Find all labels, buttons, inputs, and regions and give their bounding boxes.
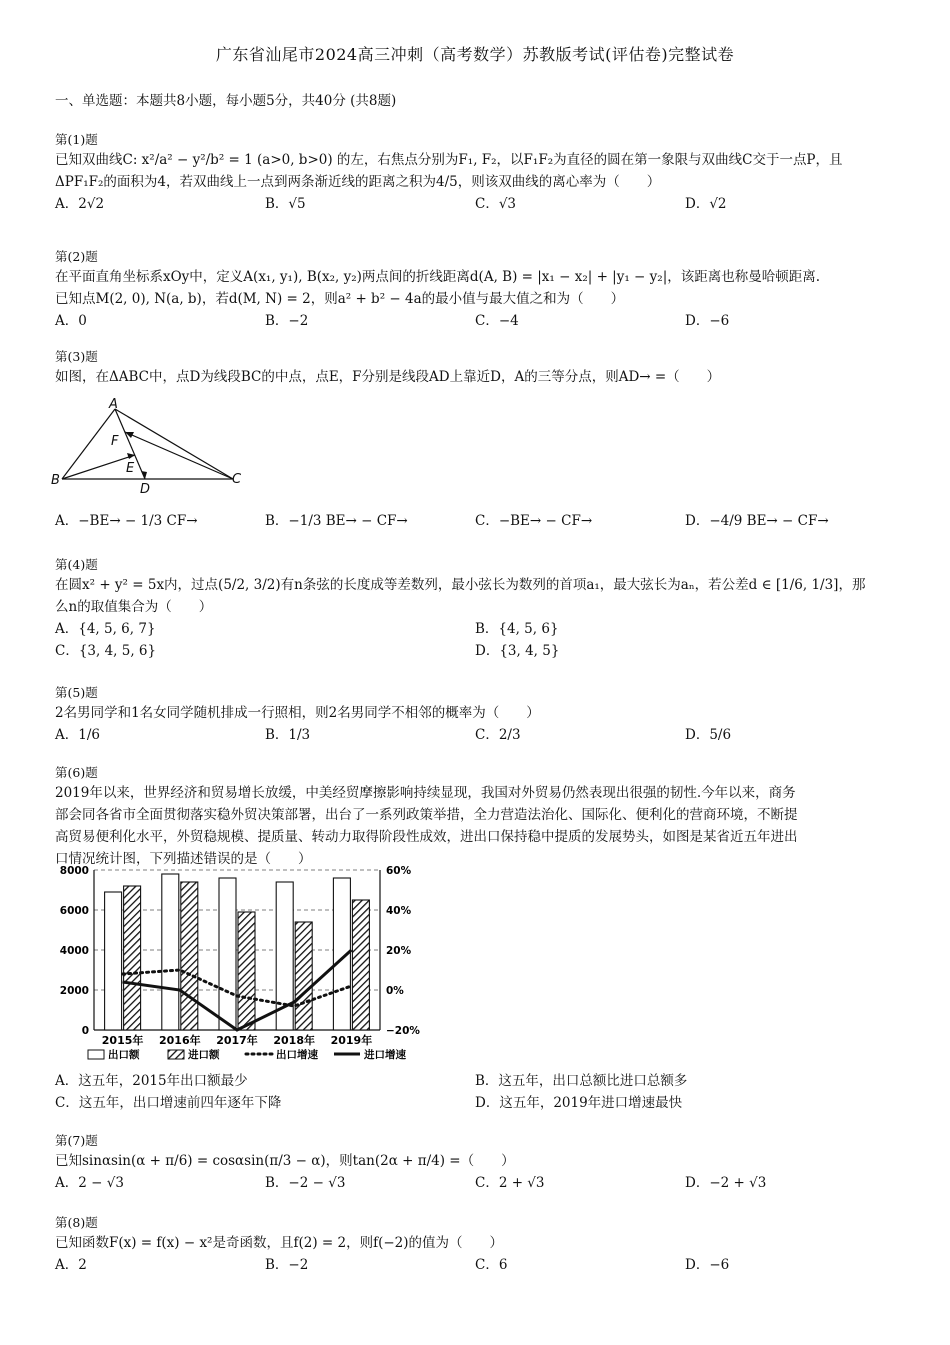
option-a[interactable]: A．2 − √3	[55, 1175, 124, 1191]
options-row	[55, 310, 905, 332]
option-b[interactable]: B．√5	[265, 196, 306, 212]
legend-swatch-import	[168, 1050, 184, 1059]
x-tick-label: 2018年	[273, 1034, 316, 1047]
options-row	[55, 193, 905, 215]
options-row	[55, 1172, 905, 1194]
bar-export-2	[162, 874, 179, 1030]
option-c[interactable]: C．6	[475, 1257, 508, 1273]
option-b[interactable]: B．−2	[265, 313, 309, 329]
option-b[interactable]: B．1/3	[265, 727, 311, 743]
option-d[interactable]: D．这五年，2019年进口增速最快	[475, 1095, 683, 1111]
option-b[interactable]: B．这五年，出口总额比进口总额多	[475, 1073, 688, 1089]
question-6	[55, 764, 905, 870]
legend-swatch-export	[88, 1050, 104, 1059]
option-c[interactable]: C．√3	[475, 196, 517, 212]
x-tick-label: 2019年	[330, 1034, 373, 1047]
options-row	[55, 1092, 905, 1114]
option-d[interactable]: D．−4/9 BE→ − CF→	[685, 513, 829, 529]
question-1	[55, 131, 905, 215]
question-stem-line: 已知双曲线C: x²/a² − y²/b² = 1 (a>0, b>0) 的左，右焦点分别为F₁, F₂，以F₁F₂为直径的圆在第一象限与双曲线C交于一点P，且	[55, 152, 843, 168]
left-tick-label: 2000	[59, 985, 89, 997]
question-2	[55, 248, 905, 332]
option-a[interactable]: A．{4, 5, 6, 7}	[55, 621, 156, 637]
x-tick-label: 2016年	[158, 1034, 201, 1047]
question-stem-line: 高贸易便利化水平，外贸稳规模、提质量、转动力取得阶段性成效，进出口保持稳中提质的发展势头，如图是某省近五年进出	[55, 829, 798, 845]
question-number: 第(4)题	[55, 557, 98, 572]
bar-export-1	[105, 892, 122, 1030]
legend-label-import: 进口额	[188, 1049, 220, 1061]
question-number: 第(8)题	[55, 1215, 98, 1230]
question-6-options	[55, 1070, 905, 1114]
question-3-options	[55, 510, 905, 532]
page-title: 广东省汕尾市2024高三冲刺（高考数学）苏教版考试(评估卷)完整试卷	[215, 45, 735, 64]
question-stem-line: 在平面直角坐标系xOy中，定义A(x₁, y₁), B(x₂, y₂)两点间的折线距离d(A, B) = |x₁ − x₂| + |y₁ − y₂|，该距离也称曼哈顿距离.	[55, 269, 821, 285]
section-heading: 一、单选题：本题共8小题，每小题5分，共40分 (共8题)	[55, 93, 397, 109]
option-b[interactable]: B．−2 − √3	[265, 1175, 346, 1191]
bar-import-4	[295, 922, 312, 1030]
option-b[interactable]: B．{4, 5, 6}	[475, 621, 559, 637]
label-a: A	[109, 397, 118, 412]
option-c[interactable]: C．−4	[475, 313, 519, 329]
right-tick-label: 40%	[386, 905, 412, 917]
options-row	[55, 640, 905, 662]
options-row	[55, 510, 905, 532]
option-d[interactable]: D．5/6	[685, 727, 732, 743]
option-c[interactable]: C．−BE→ − CF→	[475, 513, 593, 529]
label-c: C	[232, 472, 242, 487]
question-stem-line: ΔPF₁F₂的面积为4，若双曲线上一点到两条渐近线的距离之积为4/5，则该双曲线的离心率为（ ）	[55, 174, 661, 190]
option-a[interactable]: A．2√2	[55, 196, 105, 212]
question-4	[55, 556, 905, 662]
right-tick-label: 20%	[386, 945, 412, 957]
option-a[interactable]: A．0	[55, 313, 87, 329]
option-d[interactable]: D．√2	[685, 196, 727, 212]
label-e: E	[126, 461, 135, 476]
label-d: D	[140, 482, 151, 497]
triangle-figure	[50, 395, 250, 500]
question-number: 第(2)题	[55, 249, 98, 264]
option-d[interactable]: D．−6	[685, 313, 730, 329]
question-stem-line: 么n的取值集合为（ ）	[55, 599, 213, 615]
question-number: 第(3)题	[55, 349, 98, 364]
legend-label-export-growth: 出口增速	[276, 1049, 318, 1061]
question-stem-line: 已知sinαsin(α + π/6) = cosαsin(π/3 − α)，则tan(2α + π/4) =（ ）	[55, 1153, 515, 1169]
option-a[interactable]: A．−BE→ − 1/3 CF→	[55, 513, 198, 529]
left-tick-label: 6000	[59, 905, 89, 917]
question-stem-line: 已知点M(2, 0), N(a, b)，若d(M, N) = 2，则a² + b² − 4a的最小值与最大值之和为（ ）	[55, 291, 625, 307]
question-number: 第(1)题	[55, 132, 98, 147]
left-tick-label: 4000	[59, 945, 89, 957]
label-f: F	[111, 434, 119, 449]
bar-import-1	[124, 886, 141, 1030]
option-c[interactable]: C．2 + √3	[475, 1175, 545, 1191]
left-tick-label: 0	[81, 1025, 89, 1037]
option-b[interactable]: B．−2	[265, 1257, 309, 1273]
option-d[interactable]: D．−6	[685, 1257, 730, 1273]
question-7	[55, 1132, 905, 1194]
options-row	[55, 618, 905, 640]
option-c[interactable]: C．这五年，出口增速前四年逐年下降	[55, 1095, 282, 1111]
question-5	[55, 684, 905, 746]
x-tick-label: 2017年	[216, 1034, 258, 1047]
question-stem-line: 已知函数F(x) = f(x) − x²是奇函数，且f(2) = 2，则f(−2)的值为（ ）	[55, 1235, 504, 1251]
bar-import-2	[181, 882, 198, 1030]
question-stem-line: 在圆x² + y² = 5x内，过点(5/2, 3/2)有n条弦的长度成等差数列，最小弦长为数列的首项a₁，最大弦长为aₙ，若公差d ∈ [1/6, 1/3]，那	[55, 577, 866, 593]
question-stem-line: 2019年以来，世界经济和贸易增长放缓，中美经贸摩擦影响持续显现，我国对外贸易仍然表现出很强的韧性.今年以来，商务	[55, 785, 796, 801]
question-stem-line: 如图，在ΔABC中，点D为线段BC的中点，点E，F分别是线段AD上靠近D，A的三等分点，则AD→ =（ ）	[55, 369, 721, 385]
option-a[interactable]: A．1/6	[55, 727, 100, 743]
right-tick-label: −20%	[386, 1025, 420, 1037]
options-row	[55, 724, 905, 746]
option-c[interactable]: C．2/3	[475, 727, 521, 743]
label-b: B	[51, 473, 60, 488]
option-d[interactable]: D．{3, 4, 5}	[475, 643, 560, 659]
option-b[interactable]: B．−1/3 BE→ − CF→	[265, 513, 408, 529]
question-number: 第(6)题	[55, 765, 98, 780]
question-stem-line: 部会同各省市全面贯彻落实稳外贸决策部署，出台了一系列政策举措，全力营造法治化、国际化、便利化的营商环境，不断提	[55, 807, 798, 823]
question-number: 第(7)题	[55, 1133, 98, 1148]
option-c[interactable]: C．{3, 4, 5, 6}	[55, 643, 157, 659]
right-tick-label: 0%	[386, 985, 404, 997]
bar-import-5	[352, 900, 369, 1030]
question-8	[55, 1214, 905, 1276]
question-stem-line: 2名男同学和1名女同学随机排成一行照相，则2名男同学不相邻的概率为（ ）	[55, 705, 540, 721]
x-tick-label: 2015年	[101, 1034, 144, 1047]
question-stem-line: 口情况统计图，下列描述错误的是（ ）	[55, 851, 312, 867]
option-a[interactable]: A．2	[55, 1257, 87, 1273]
options-row	[55, 1070, 905, 1092]
bar-import-3	[238, 912, 255, 1030]
option-a[interactable]: A．这五年，2015年出口额最少	[55, 1073, 248, 1089]
question-3	[55, 348, 905, 388]
left-tick-label: 8000	[59, 865, 89, 877]
legend-label-export: 出口额	[108, 1049, 140, 1061]
question-number: 第(5)题	[55, 685, 98, 700]
right-tick-label: 60%	[386, 865, 412, 877]
trade-chart	[50, 858, 430, 1070]
bar-export-3	[219, 878, 236, 1030]
legend-label-import-growth: 进口增速	[364, 1049, 406, 1061]
options-row	[55, 1254, 905, 1276]
option-d[interactable]: D．−2 + √3	[685, 1175, 767, 1191]
